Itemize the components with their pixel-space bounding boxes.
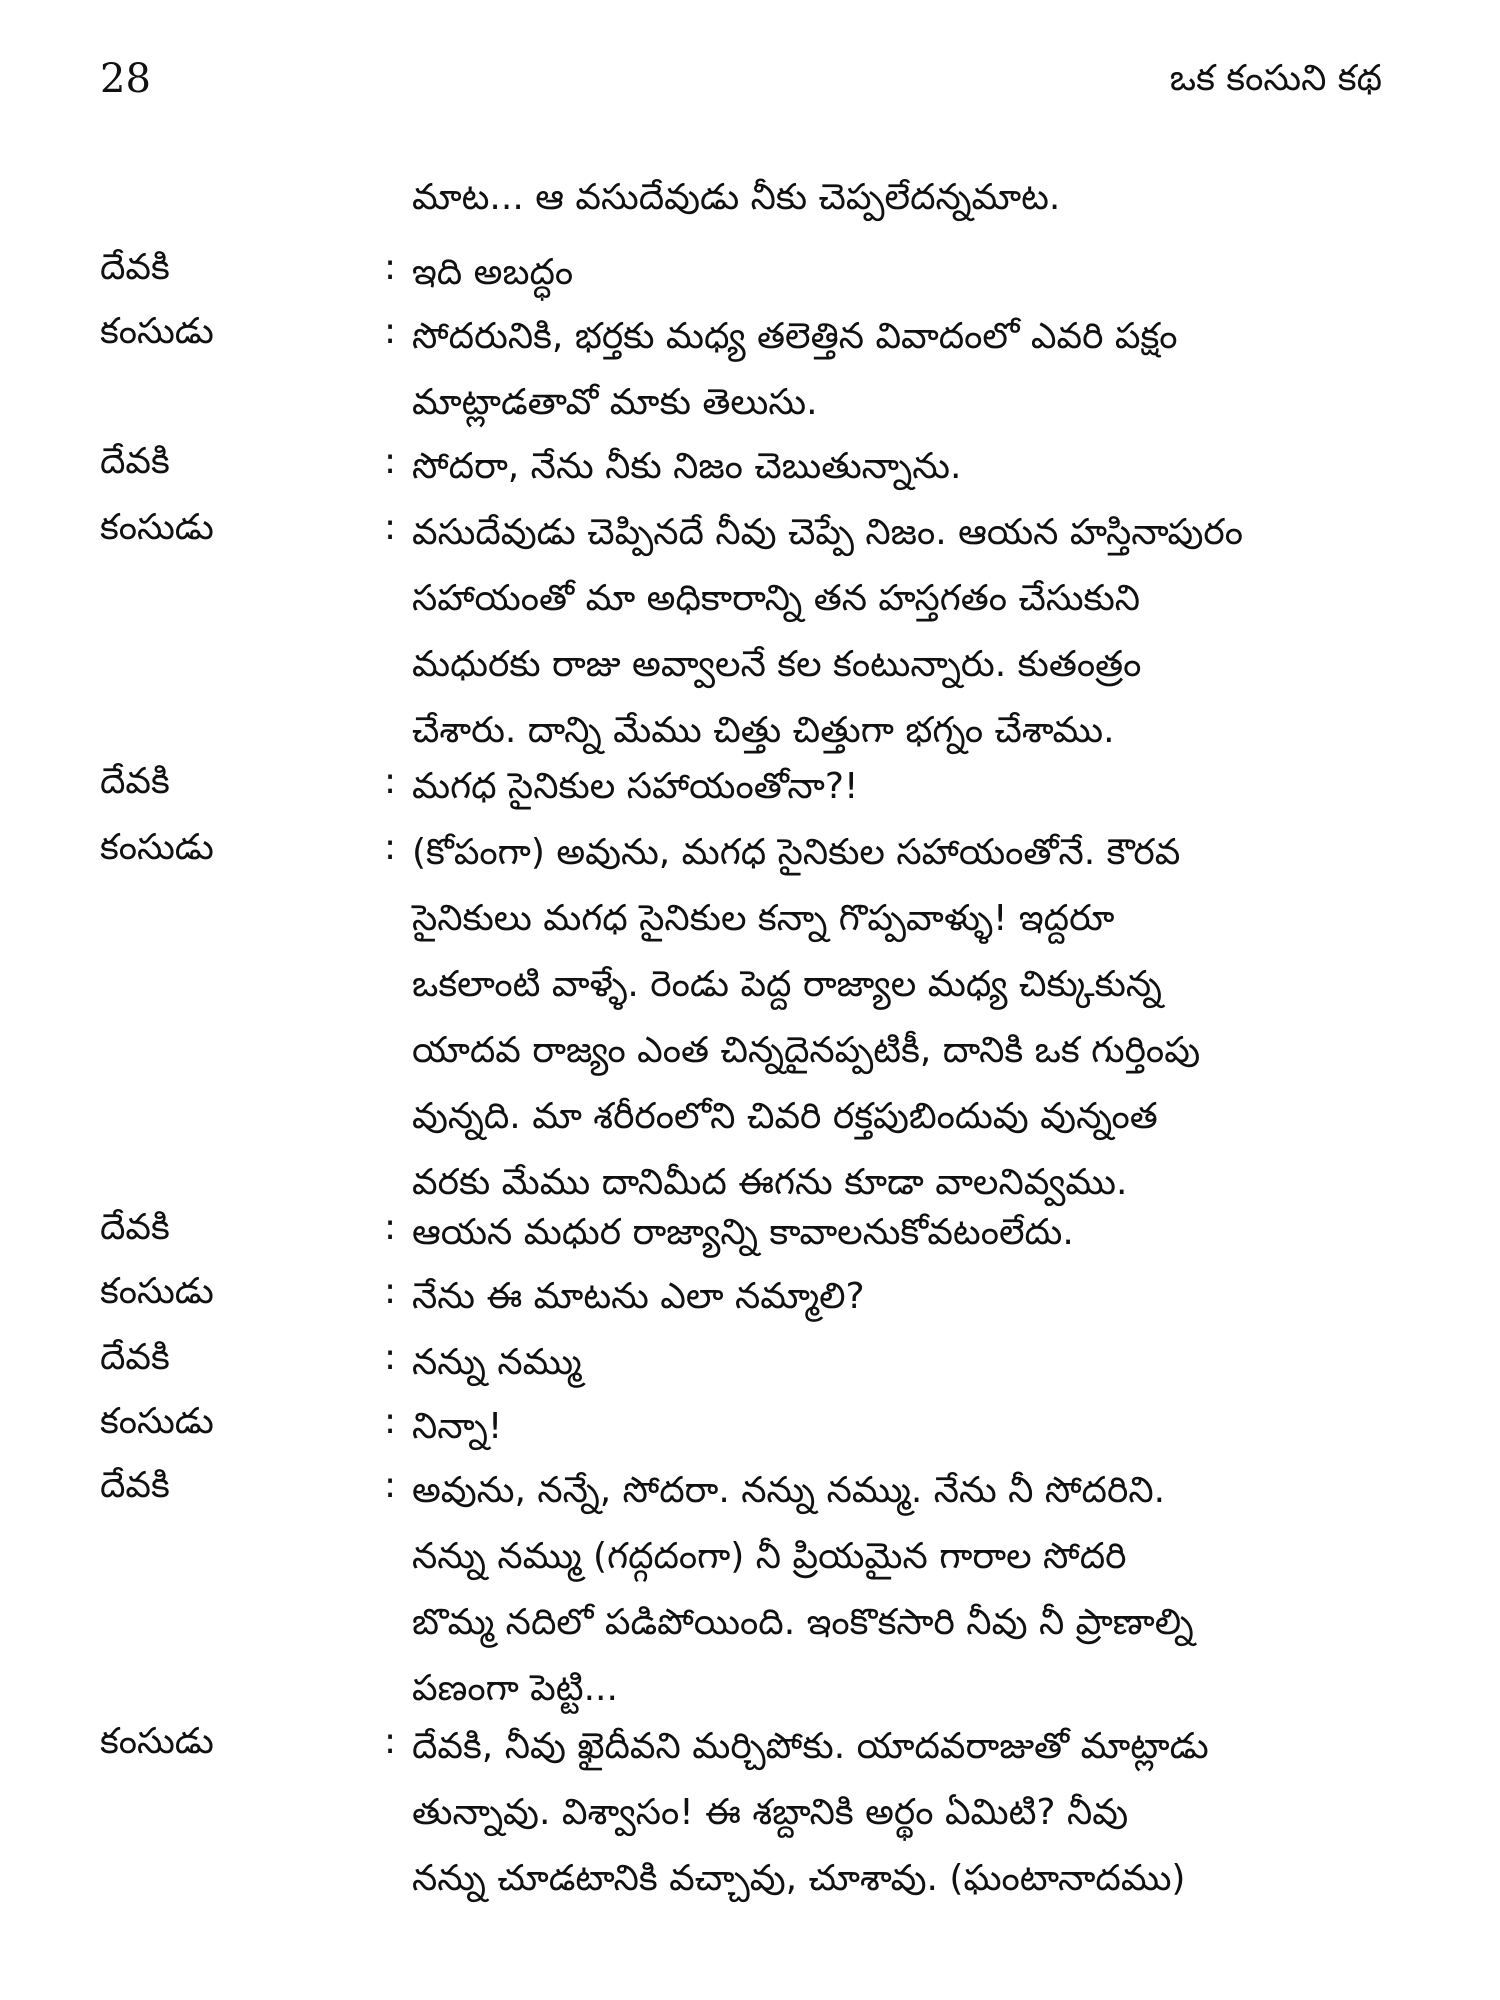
colon: : xyxy=(384,1337,397,1378)
dialogue-line: సోదరా, నేను నీకు నిజం చెబుతున్నాను. xyxy=(412,446,962,487)
speaker-name: కంసుడు xyxy=(100,1401,214,1442)
dialogue-text xyxy=(412,820,1380,1216)
dialogue-line: యాదవ రాజ్యం ఎంత చిన్నదైనప్పటికీ, దానికి ఒక గుర్తింపు xyxy=(412,1030,1201,1071)
dialogue-line: సైనికులు మగధ సైనికుల కన్నా గొప్పవాళ్ళు! ఇద్దరూ xyxy=(412,898,1115,939)
dialogue-line: దేవకి, నీవు ఖైదీవని మర్చిపోకు. యాదవరాజుతో మాట్లాడు xyxy=(412,1726,1209,1767)
dialogue-line: (కోపంగా) అవును, మగధ సైనికుల సహాయంతోనే. కౌరవ xyxy=(412,832,1181,873)
dialogue-line: తున్నావు. విశ్వాసం! ఈ శబ్దానికి అర్థం ఏమిటి? నీవు xyxy=(412,1792,1129,1833)
dialogue-line: సోదరునికి, భర్తకు మధ్య తలెత్తిన వివాదంలో ఎవరి పక్షం xyxy=(412,316,1178,357)
speaker-name: దేవకి xyxy=(100,1207,170,1248)
colon: : xyxy=(384,441,397,482)
speaker-name: దేవకి xyxy=(100,1465,170,1506)
dialogue-line: ఆయన మధుర రాజ్యాన్ని కావాలనుకోవటంలేదు. xyxy=(412,1212,1074,1253)
dialogue-line: అవును, నన్నే, సోదరా. నన్ను నమ్ము. నేను నీ సోదరిని. xyxy=(412,1470,1166,1511)
colon: : xyxy=(384,1207,397,1248)
dialogue-line: మధురకు రాజు అవ్వాలనే కల కంటున్నారు. కుతంత్రం xyxy=(412,644,1142,685)
dialogue-text xyxy=(412,434,1380,500)
colon: : xyxy=(384,507,397,548)
dialogue-line: మాట్లాడతావో మాకు తెలుసు. xyxy=(412,382,818,423)
speaker-name: కంసుడు xyxy=(100,827,214,868)
dialogue-text xyxy=(412,1458,1380,1722)
dialogue-line: పణంగా పెట్టి... xyxy=(412,1668,618,1709)
speaker-name: దేవకి xyxy=(100,441,170,482)
dialogue-line: బొమ్మ నదిలో పడిపోయింది. ఇంకొకసారి నీవు నీ ప్రాణాల్ని xyxy=(412,1602,1194,1643)
dialogue-text xyxy=(412,304,1380,436)
dialogue-text xyxy=(412,1200,1380,1266)
dialogue-line: వున్నది. మా శరీరంలోని చివరి రక్తపుబిందువు వున్నంత xyxy=(412,1096,1158,1137)
colon: : xyxy=(384,1465,397,1506)
colon: : xyxy=(384,311,397,352)
colon: : xyxy=(384,827,397,868)
speaker-name: కంసుడు xyxy=(100,311,214,352)
colon: : xyxy=(384,1271,397,1312)
dialogue-text xyxy=(412,754,1380,820)
continuation-line: మాట... ఆ వసుదేవుడు నీకు చెప్పలేదన్నమాట. xyxy=(412,177,1061,218)
dialogue-text xyxy=(412,500,1380,764)
colon: : xyxy=(384,247,397,288)
dialogue-text xyxy=(412,1394,1380,1460)
dialogue-line: ఒకలాంటి వాళ్ళే. రెండు పెద్ద రాజ్యాల మధ్య చిక్కుకున్న xyxy=(412,964,1162,1005)
dialogue-line: నేను ఈ మాటను ఎలా నమ్మాలి? xyxy=(412,1276,865,1317)
dialogue-line: నన్ను చూడటానికి వచ్చావు, చూశావు. (ఘంటానాదము) xyxy=(412,1858,1186,1899)
dialogue-line: నన్ను నమ్ము (గద్గదంగా) నీ ప్రియమైన గారాల సోదరి xyxy=(412,1536,1127,1577)
speaker-name: కంసుడు xyxy=(100,1721,214,1762)
speaker-name: దేవకి xyxy=(100,247,170,288)
colon: : xyxy=(384,1721,397,1762)
dialogue-line: మగధ సైనికుల సహాయంతోనా?! xyxy=(412,766,859,807)
dialogue-line: వసుదేవుడు చెప్పినదే నీవు చెప్పే నిజం. ఆయన హస్తినాపురం xyxy=(412,512,1244,553)
speaker-name: దేవకి xyxy=(100,761,170,802)
dialogue-text xyxy=(412,240,1380,306)
speaker-name: దేవకి xyxy=(100,1337,170,1378)
dialogue-line: నన్ను నమ్ము xyxy=(412,1342,582,1383)
speaker-name: కంసుడు xyxy=(100,1271,214,1312)
dialogue-text xyxy=(412,1714,1380,1912)
colon: : xyxy=(384,761,397,802)
dialogue-line: వరకు మేము దానిమీద ఈగను కూడా వాలనివ్వము. xyxy=(412,1162,1128,1203)
dialogue-text xyxy=(412,1264,1380,1330)
dialogue-line: ఇది అబద్ధం xyxy=(412,252,574,293)
dialogue-text xyxy=(412,1330,1380,1396)
page-number: 28 xyxy=(100,56,151,102)
dialogue-line: సహాయంతో మా అధికారాన్ని తన హస్తగతం చేసుకుని xyxy=(412,578,1141,619)
colon: : xyxy=(384,1401,397,1442)
running-title: ఒక కంసుని కథ xyxy=(1169,58,1382,99)
speaker-name: కంసుడు xyxy=(100,507,214,548)
dialogue-line: చేశారు. దాన్ని మేము చిత్తు చిత్తుగా భగ్నం చేశాము. xyxy=(412,710,1115,751)
dialogue-line: నిన్నా! xyxy=(412,1406,503,1447)
